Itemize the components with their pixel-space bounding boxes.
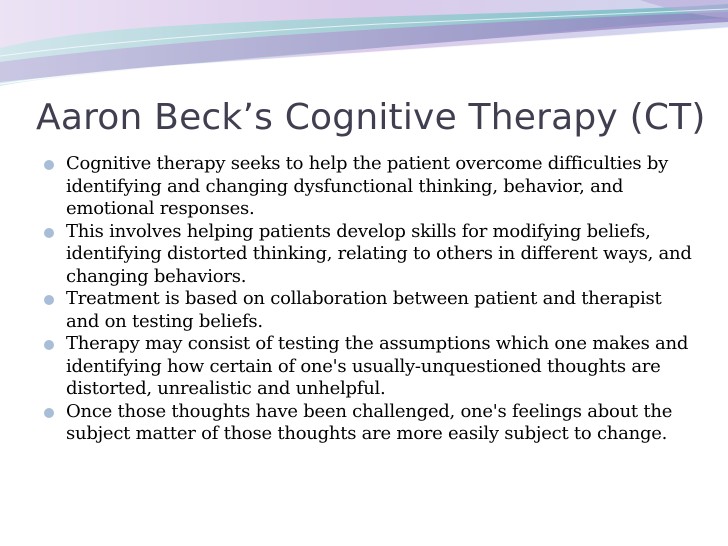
bullet-text: Treatment is based on collaboration between patient and therapist and on testing beliefs. xyxy=(66,288,662,332)
bullet-item xyxy=(44,288,694,333)
bullet-dot-icon xyxy=(44,160,54,170)
bullet-text: Therapy may consist of testing the assumptions which one makes and identifying how certain of one's usually-unquestioned thoughts are distorted, unrealistic and unhelpful. xyxy=(66,333,689,399)
bullet-dot-icon xyxy=(44,295,54,305)
bullet-text: This involves helping patients develop skills for modifying beliefs, identifying distorted thinking, relating to others in different ways, and changing behaviors. xyxy=(66,220,692,287)
bullet-dot-icon xyxy=(44,228,54,238)
bullet-dot-icon xyxy=(44,408,54,418)
bullet-dot-icon xyxy=(44,340,54,350)
bullet-item xyxy=(44,153,694,221)
bullet-text: Cognitive therapy seeks to help the patient overcome difficulties by identifying and changing dysfunctional thinking, behavior, and emotional responses. xyxy=(66,153,669,219)
bullet-item xyxy=(44,221,694,289)
bullet-list xyxy=(44,153,694,446)
bullet-item xyxy=(44,401,694,446)
bullet-text: Once those thoughts have been challenged, one's feelings about the subject matter of those thoughts are more easily subject to change. xyxy=(66,400,673,444)
slide-title: Aaron Beck’s Cognitive Therapy (CT) xyxy=(36,97,706,138)
bullet-item xyxy=(44,333,694,401)
